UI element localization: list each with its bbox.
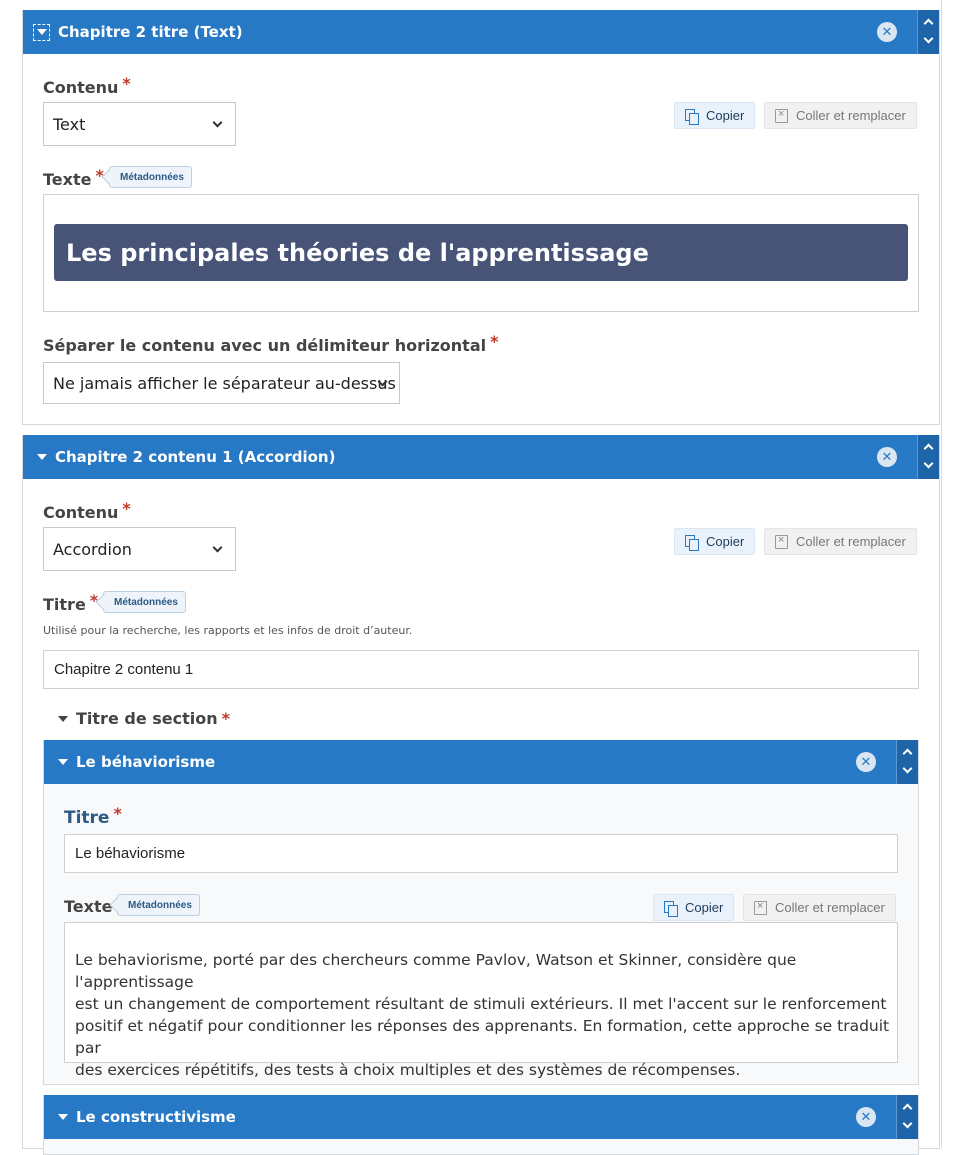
caret-down-icon [58,716,68,722]
title-label: Titre * [43,591,99,614]
accordion-item-title: Le béhaviorisme [76,753,216,771]
accordion-item-title: Le constructivisme [76,1108,236,1126]
content-type-select[interactable] [43,527,236,571]
paste-button-label: Coller et remplacer [796,108,906,123]
metadata-button[interactable]: Métadonnées [109,166,192,188]
metadata-button[interactable]: Métadonnées [117,894,200,916]
paste-icon [775,535,788,549]
remove-icon[interactable]: ✕ [856,1107,876,1127]
content-label-text: Contenu [43,503,119,522]
content-label-text: Contenu [43,78,119,97]
copy-icon [664,901,677,915]
copy-button-label: Copier [706,534,745,549]
copy-button-label: Copier [685,900,724,915]
copy-button[interactable] [653,894,734,921]
paste-replace-button[interactable] [743,894,896,921]
copy-button[interactable] [674,102,755,129]
reorder-controls[interactable] [917,10,939,54]
heading-banner: Les principales théories de l'apprentissage [54,224,908,281]
accordion-item-header[interactable] [44,740,918,784]
collapse-caret-icon[interactable] [58,1114,68,1120]
body-line: Le behaviorisme, porté par des chercheurs comme Pavlov, Watson et Skinner, considère que l'apprentissage [75,951,797,991]
copy-icon [685,109,698,123]
copy-button[interactable] [674,528,755,555]
paste-icon [775,109,788,123]
content-type-value: Text [53,114,86,134]
section-body-text [75,949,895,1081]
move-up-icon[interactable] [903,1104,913,1114]
content-type-value: Accordion [53,539,132,559]
section-title-toggle[interactable]: Titre de section * [58,709,230,728]
copy-button-label: Copier [706,108,745,123]
panel-chapter2-content1 [22,435,940,1149]
title-label-text: Titre [43,595,86,614]
title-label-text: Titre [64,808,110,828]
page-right-border [941,0,942,1149]
move-down-icon[interactable] [903,764,913,774]
collapse-caret-icon[interactable] [58,759,68,765]
body-line: positif et négatif pour conditionner les réponses des apprenants. En formation, cette approche se traduit par [75,1017,890,1057]
collapse-toggle-icon[interactable] [33,24,50,41]
section-text-editor[interactable] [64,922,898,1079]
move-up-icon[interactable] [924,19,934,29]
panel-header[interactable] [23,10,939,54]
move-up-icon[interactable] [903,749,913,759]
separator-select[interactable] [43,362,400,404]
body-line: des exercices répétitifs, des tests à choix multiples et des systèmes de récompenses. [75,1061,741,1079]
reorder-controls[interactable] [917,435,939,479]
separator-label-text: Séparer le contenu avec un délimiteur horizontal [43,336,487,355]
reorder-controls[interactable] [896,740,918,784]
chevron-down-icon [213,543,223,553]
content-label: Contenu * [43,74,131,97]
text-label: Texte * [43,166,104,189]
panel-chapter2-title [22,10,940,425]
separator-value: Ne jamais afficher le séparateur au-dessus [53,373,396,393]
section-title-input[interactable]: Le béhaviorisme [64,834,898,873]
title-input[interactable]: Chapitre 2 contenu 1 [43,650,919,689]
section-title-label: Titre de section [76,709,218,728]
remove-icon[interactable]: ✕ [877,447,897,467]
separator-label: Séparer le contenu avec un délimiteur horizontal * [43,332,499,355]
title-label: Titre * [64,804,122,828]
text-editor[interactable] [43,194,919,312]
accordion-item-constructivism [43,1095,919,1155]
remove-icon[interactable]: ✕ [856,752,876,772]
paste-button-label: Coller et remplacer [775,900,885,915]
title-description: Utilisé pour la recherche, les rapports et les infos de droit d’auteur. [43,624,413,637]
move-down-icon[interactable] [924,459,934,469]
chevron-down-icon [213,118,223,128]
accordion-item-behaviorism [43,740,919,1085]
remove-icon[interactable]: ✕ [877,22,897,42]
copy-icon [685,535,698,549]
panel-header[interactable] [23,435,939,479]
collapse-caret-icon[interactable] [37,454,47,460]
move-up-icon[interactable] [924,444,934,454]
paste-replace-button[interactable] [764,102,917,129]
body-line: est un changement de comportement résultant de stimuli extérieurs. Il met l'accent sur le renforcement [75,995,887,1013]
content-label: Contenu * [43,499,131,522]
reorder-controls[interactable] [896,1095,918,1139]
metadata-button[interactable]: Métadonnées [103,591,186,613]
paste-icon [754,901,767,915]
paste-button-label: Coller et remplacer [796,534,906,549]
move-down-icon[interactable] [903,1119,913,1129]
text-label-text: Texte [64,897,113,916]
panel-title: Chapitre 2 titre (Text) [58,23,243,41]
paste-replace-button[interactable] [764,528,917,555]
move-down-icon[interactable] [924,34,934,44]
text-label-text: Texte [43,170,92,189]
accordion-item-header[interactable] [44,1095,918,1139]
content-type-select[interactable] [43,102,236,146]
panel-title: Chapitre 2 contenu 1 (Accordion) [55,448,336,466]
